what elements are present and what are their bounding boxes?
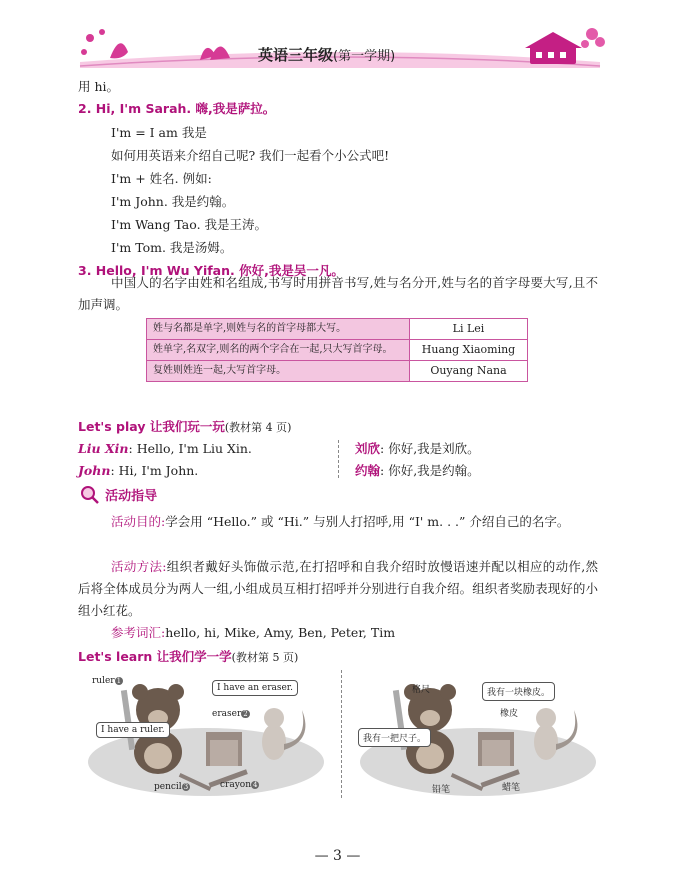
dialog-line: 约翰: 你好,我是约翰。 [355,463,480,478]
section-heading: 3. Hello, I'm Wu Yifan. 你好,我是吴一凡。 [78,263,344,278]
divider [341,670,342,798]
divider [338,440,339,478]
text-line: 如何用英语来介绍自己呢? 我们一起看个小公式吧! [111,148,390,163]
label-ruler: 格尺 [412,685,431,695]
label-eraser: eraser 2 [212,709,248,719]
activity-method: 活动方法:组织者戴好头饰做示范,在打招呼和自我介绍时放慢语速并配以相应的动作,然后将全体成员分为两人一组,小组成员互相打招呼并分别进行自我介绍。组织者奖励表现好的小组小红花。 [78,559,598,618]
illustration-chinese [350,670,606,798]
activity-heading: 活动指导 [80,484,157,505]
speech-bubble: I have a ruler. [96,722,170,738]
table-cell: Li Lei [410,319,528,340]
label-crayon: crayon 4 [220,780,258,790]
table-row [147,340,528,361]
header-title: 英语三年级(第一学期) [258,46,396,64]
illustration-english [78,670,334,798]
speech-bubble: I have an eraser. [212,680,298,696]
text-line: I'm Tom. 我是汤姆。 [111,240,233,255]
activity-goal: 活动目的:学会用 “Hello.” 或 “Hi.” 与别人打招呼,用 “I' m. . .” 介绍自己的名字。 [111,514,570,529]
label-pencil: pencil 3 [154,782,189,792]
text-line: I'm Wang Tao. 我是王涛。 [111,217,268,232]
label-crayon: 蜡笔 [502,783,521,793]
activity-vocab: 参考词汇:hello, hi, Mike, Amy, Ben, Peter, Tim [111,625,396,640]
dialog-line: John: Hi, I'm John. [78,463,199,478]
letslearn-heading: Let's learn 让我们学一学(教材第 5 页) [78,649,299,664]
table-row [147,361,528,382]
speech-bubble: 我有一把尺子。 [358,728,431,747]
letsplay-heading: Let's play 让我们玩一玩(教材第 4 页) [78,419,292,434]
label-eraser: 橡皮 [500,709,519,719]
page-number: — 3 — [314,848,361,864]
section-heading: 2. Hi, I'm Sarah. 嗨,我是萨拉。 [78,101,276,116]
table-cell: 姓与名都是单字,则姓与名的首字母都大写。 [147,319,410,340]
dialog-line: 刘欣: 你好,我是刘欣。 [355,441,480,456]
text-line: I'm + 姓名. 例如: [111,171,212,186]
table-cell: Huang Xiaoming [410,340,528,361]
paragraph: 中国人的名字由姓和名组成,书写时用拼音书写,姓与名分开,姓与名的首字母要大写,且不加声调。 [78,275,598,312]
text-line: I'm John. 我是约翰。 [111,194,235,209]
table-cell: Ouyang Nana [410,361,528,382]
text-line: I'm = I am 我是 [111,125,207,140]
table-cell: 复姓则姓连一起,大写首字母。 [147,361,410,382]
text-line: 用 hi。 [78,79,120,94]
dialog-line: Liu Xin: Hello, I'm Liu Xin. [78,441,252,456]
table-cell: 姓单字,名双字,则名的两个字合在一起,只大写首字母。 [147,340,410,361]
name-rules-table [146,318,528,382]
table-row [147,319,528,340]
speech-bubble: 我有一块橡皮。 [482,682,555,701]
label-ruler: ruler 1 [92,676,122,686]
magnifier-icon [80,485,100,505]
label-pencil: 铅笔 [432,785,451,795]
